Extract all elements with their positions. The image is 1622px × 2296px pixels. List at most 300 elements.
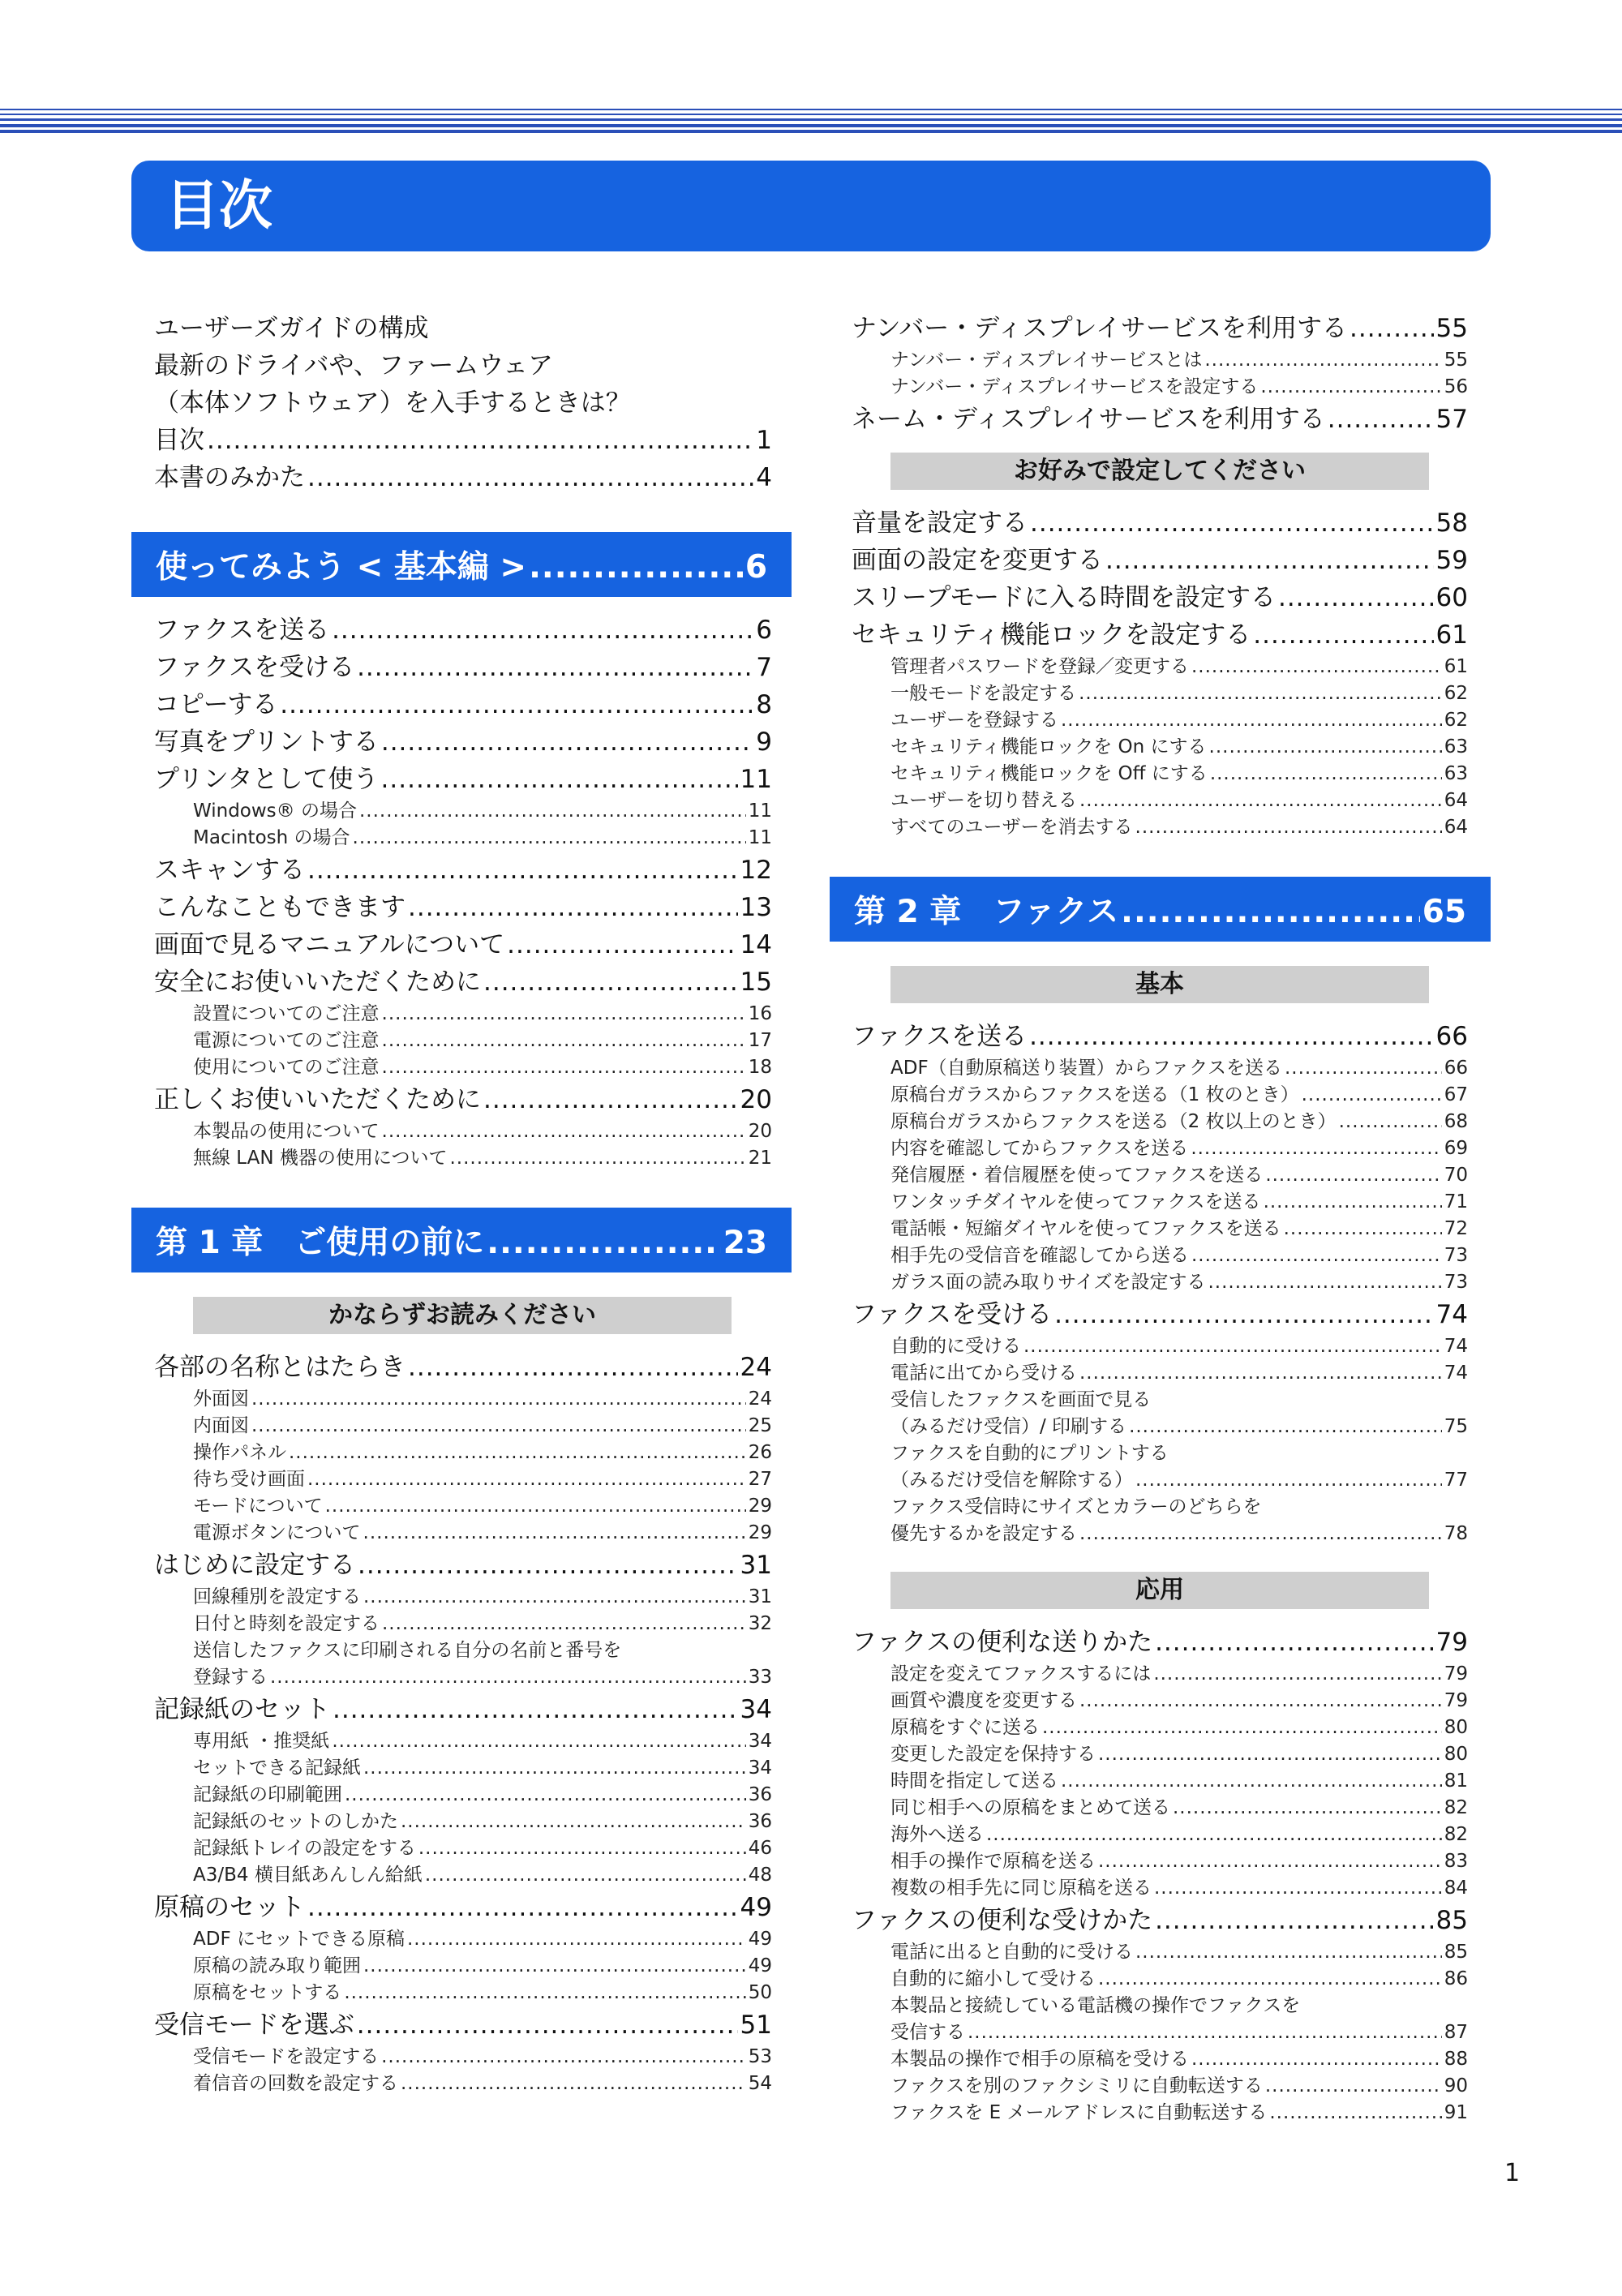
dot-leader [1209, 734, 1442, 761]
toc-subentry[interactable] [890, 1822, 1468, 1848]
toc-entry-title: 原稿の読み取り範囲 [193, 1955, 361, 1976]
toc-subentry[interactable] [890, 2046, 1468, 2073]
toc-subentry[interactable] [890, 1414, 1468, 1440]
toc-page-number: 50 [748, 1982, 772, 2003]
toc-entry-title: 使用についてのご注意 [193, 1057, 380, 1078]
toc-page-number: 63 [1444, 763, 1468, 784]
toc-entry-title: 記録紙トレイの設定をする [193, 1838, 416, 1859]
dot-leader [333, 1691, 738, 1728]
spacer [852, 942, 1468, 966]
toc-page-number: 29 [748, 1522, 772, 1543]
toc-page-number: 49 [740, 1893, 772, 1922]
toc-entry[interactable]: ユーザーズガイドの構成 [154, 314, 429, 343]
toc-subentry[interactable] [890, 1714, 1468, 1741]
toc-subentry[interactable] [193, 1862, 772, 1889]
toc-entry-title: 外面図 [193, 1388, 249, 1410]
toc-entry-title: 変更した設定を保持する [890, 1744, 1096, 1765]
toc-subentry[interactable] [193, 798, 772, 825]
toc-entry-title: 一般モードを設定する [890, 683, 1077, 704]
toc-entry-title: 原稿のセット [154, 1893, 305, 1922]
dot-leader [332, 1728, 745, 1755]
toc-entry[interactable] [154, 889, 772, 926]
toc-entry-title: スキャンする [154, 856, 305, 885]
dot-leader [1265, 2073, 1442, 2100]
toc-page-number: 70 [1444, 1165, 1468, 1186]
toc-entry[interactable] [154, 1349, 772, 1386]
toc-entry[interactable] [154, 761, 772, 798]
dot-leader [401, 2071, 746, 2097]
toc-entry-title: （みるだけ受信）/ 印刷する [890, 1416, 1127, 1437]
dot-leader [1191, 654, 1442, 680]
toc-subentry[interactable] [193, 1145, 772, 1172]
toc-entry-title: 電話帳・短縮ダイヤルを使ってファクスを送る [890, 1218, 1281, 1239]
toc-entry[interactable] [852, 504, 1468, 542]
toc-subentry[interactable] [193, 1782, 772, 1809]
dot-leader [408, 889, 738, 926]
dot-leader [1302, 1082, 1442, 1109]
toc-subentry[interactable] [193, 1980, 772, 2006]
toc-entry-title: セキュリティ機能ロックを Off にする [890, 763, 1208, 784]
toc-entry-title: 記録紙の印刷範囲 [193, 1784, 342, 1805]
toc-page-number: 85 [1435, 1906, 1468, 1935]
toc-entry-title: ナンバー・ディスプレイサービスを設定する [890, 376, 1259, 397]
dot-leader [381, 2044, 746, 2071]
toc-subentry[interactable] [193, 1386, 772, 1413]
chapter-band[interactable] [131, 1208, 792, 1272]
toc-entry-title: 待ち受け画面 [193, 1469, 305, 1490]
dot-leader [381, 761, 738, 798]
dot-leader [1079, 788, 1442, 814]
toc-entry-title: 相手の操作で原稿を送る [890, 1851, 1096, 1872]
toc-entry-title: 本製品の使用について [193, 1121, 380, 1142]
toc-entry[interactable] [154, 963, 772, 1001]
toc-subentry[interactable] [890, 1082, 1468, 1109]
toc-subentry[interactable] [890, 1875, 1468, 1902]
toc-page-number: 59 [1435, 546, 1468, 575]
toc-page-number: 20 [748, 1121, 772, 1142]
toc-subentry[interactable] [193, 1413, 772, 1440]
toc-subentry[interactable] [193, 1118, 772, 1145]
dot-leader [363, 1520, 746, 1547]
toc-entry-title: 電話に出ると自動的に受ける [890, 1942, 1133, 1963]
toc-subentry[interactable] [890, 1162, 1468, 1189]
toc-entry-title: 写真をプリントする [154, 727, 379, 757]
dot-leader [1264, 1189, 1442, 1216]
dot-leader [449, 1145, 745, 1172]
dot-leader [344, 1980, 745, 2006]
toc-entry-title: プリンタとして使う [154, 765, 379, 794]
toc-entry[interactable] [852, 1624, 1468, 1661]
dot-leader [529, 549, 743, 586]
toc-entry[interactable] [852, 1902, 1468, 1939]
dot-leader [1284, 1216, 1442, 1242]
toc-subentry[interactable] [890, 1521, 1468, 1547]
toc-subentry[interactable] [193, 1835, 772, 1862]
section-subheading: かならずお読みください [193, 1297, 732, 1334]
spacer [154, 1272, 772, 1297]
toc-subentry[interactable]: 送信したファクスに印刷される自分の名前と番号を [193, 1640, 622, 1661]
section-subheading: 基本 [890, 966, 1429, 1003]
toc-page-number: 82 [1444, 1824, 1468, 1845]
chapter-band[interactable] [131, 532, 792, 597]
dot-leader [1155, 1902, 1433, 1939]
toc-subentry[interactable] [193, 1728, 772, 1755]
toc-subentry[interactable] [193, 1493, 772, 1520]
toc-subentry[interactable] [890, 1688, 1468, 1714]
toc-page-number: 79 [1444, 1663, 1468, 1684]
dot-leader [207, 422, 753, 459]
toc-subentry[interactable]: ファクスを自動的にプリントする [890, 1443, 1169, 1464]
toc-subentry[interactable] [890, 1939, 1468, 1966]
toc-entry[interactable] [852, 1018, 1468, 1055]
toc-entry[interactable] [852, 401, 1468, 438]
toc-entry-title: ナンバー・ディスプレイサービスとは [890, 350, 1203, 371]
toc-entry-title: Windows® の場合 [193, 800, 357, 822]
dot-leader [307, 459, 753, 496]
toc-subentry[interactable] [890, 680, 1468, 707]
toc-subentry[interactable] [890, 1661, 1468, 1688]
toc-subentry[interactable] [193, 1466, 772, 1493]
toc-entry-title: 優先するかを設定する [890, 1523, 1077, 1544]
toc-entry-title: ADF にセットできる原稿 [193, 1929, 405, 1950]
toc-page-number: 86 [1444, 1968, 1468, 1989]
toc-page-number: 78 [1444, 1523, 1468, 1544]
toc-entry[interactable] [852, 1296, 1468, 1333]
toc-page-number: 8 [756, 690, 772, 719]
section-subheading: お好みで設定してください [890, 453, 1429, 490]
toc-entry[interactable] [154, 1547, 772, 1584]
dot-leader [1061, 707, 1442, 734]
dot-leader [325, 1493, 746, 1520]
toc-subentry[interactable] [890, 814, 1468, 841]
toc-subentry[interactable] [193, 1926, 772, 1953]
toc-page-number: 26 [748, 1442, 772, 1463]
toc-page-number: 79 [1435, 1628, 1468, 1657]
toc-subentry[interactable] [890, 1467, 1468, 1494]
toc-page-number: 57 [1435, 405, 1468, 434]
toc-page-number: 77 [1444, 1470, 1468, 1491]
toc-entry-title: 回線種別を設定する [193, 1586, 361, 1607]
dot-leader [1129, 1414, 1442, 1440]
dot-leader [1061, 1768, 1442, 1795]
dot-leader [382, 1611, 746, 1637]
toc-page-number: 24 [740, 1353, 772, 1382]
toc-entry-title: 海外へ送る [890, 1824, 984, 1845]
toc-subentry[interactable] [890, 1966, 1468, 1993]
dot-leader [1350, 310, 1434, 347]
dot-leader [358, 1547, 738, 1584]
toc-subentry[interactable] [890, 1360, 1468, 1387]
toc-page-number: 32 [748, 1613, 772, 1634]
toc-entry[interactable] [154, 686, 772, 723]
toc-entry-title: 受信モードを設定する [193, 2046, 380, 2067]
toc-entry-title: ネーム・ディスプレイサービスを利用する [852, 405, 1325, 434]
toc-subentry[interactable] [193, 1755, 772, 1782]
toc-entry[interactable] [154, 926, 772, 963]
toc-entry[interactable] [154, 612, 772, 649]
dot-leader [357, 2006, 738, 2044]
toc-entry-title: 設置についてのご注意 [193, 1003, 380, 1024]
toc-entry[interactable] [154, 852, 772, 889]
toc-page-number: 54 [748, 2073, 772, 2094]
toc-subentry[interactable] [193, 1520, 772, 1547]
toc-entry-title: 安全にお使いいただくために [154, 968, 481, 997]
toc-page-number: 53 [748, 2046, 772, 2067]
toc-subentry[interactable] [890, 788, 1468, 814]
toc-entry-title: 正しくお使いいただくために [154, 1085, 481, 1114]
toc-subentry[interactable] [890, 2073, 1468, 2100]
toc-page-number: 34 [748, 1731, 772, 1752]
toc-entry-title: 時間を指定して送る [890, 1770, 1058, 1792]
spacer [154, 597, 772, 612]
toc-entry-title: 電源ボタンについて [193, 1522, 361, 1543]
toc-entry-title: 原稿をセットする [193, 1982, 342, 2003]
toc-subentry[interactable]: ファクス受信時にサイズとカラーのどちらを [890, 1496, 1262, 1517]
toc-page-number: 34 [748, 1757, 772, 1779]
toc-entry[interactable] [852, 616, 1468, 654]
toc-entry-title: ガラス面の読み取りサイズを設定する [890, 1272, 1206, 1293]
toc-entry-title: 設定を変えてファクスするには [890, 1663, 1152, 1684]
dot-leader [1029, 1018, 1433, 1055]
toc-subentry[interactable] [890, 347, 1468, 374]
toc-entry-title: 原稿台ガラスからファクスを送る（1 枚のとき） [890, 1084, 1299, 1105]
toc-page-number: 83 [1444, 1851, 1468, 1872]
toc-subentry[interactable] [193, 825, 772, 852]
toc-subentry[interactable] [890, 374, 1468, 401]
dot-leader [1210, 761, 1442, 788]
toc-entry-title: ワンタッチダイヤルを使ってファクスを送る [890, 1191, 1261, 1212]
dot-leader [408, 1349, 738, 1386]
dot-leader [251, 1386, 746, 1413]
dot-leader [1079, 680, 1442, 707]
toc-page-number: 62 [1444, 683, 1468, 704]
toc-entry[interactable]: （本体ソフトウェア）を入手するときは？ [154, 388, 631, 418]
dot-leader [1339, 1109, 1442, 1135]
toc-subentry[interactable] [890, 654, 1468, 680]
toc-entry-title: ファクスを受ける [154, 653, 355, 682]
toc-page-number: 80 [1444, 1744, 1468, 1765]
header-stripes [0, 109, 1622, 133]
toc-entry-title: 専用紙 ・推奨紙 [193, 1731, 330, 1752]
toc-entry-title: 登録する [193, 1667, 268, 1688]
toc-subentry[interactable] [890, 1109, 1468, 1135]
toc-page-number: 67 [1444, 1084, 1468, 1105]
toc-entry-title: 音量を設定する [852, 509, 1028, 538]
dot-leader [307, 1466, 746, 1493]
dot-leader [280, 686, 753, 723]
dot-leader [1191, 1135, 1441, 1162]
toc-page-number: 71 [1444, 1191, 1468, 1212]
toc-page-number: 87 [1444, 2022, 1468, 2043]
toc-subentry[interactable] [890, 1741, 1468, 1768]
toc-entry[interactable] [154, 723, 772, 761]
toc-subentry[interactable] [193, 1611, 772, 1637]
toc-entry[interactable] [154, 1691, 772, 1728]
chapter-title: 第 2 章 ファクス [854, 894, 1119, 930]
toc-subentry[interactable] [193, 1028, 772, 1054]
toc-entry-title: ユーザーを切り替える [890, 790, 1077, 811]
spacer [852, 490, 1468, 504]
toc-subentry[interactable] [890, 1848, 1468, 1875]
toc-page-number: 56 [1444, 376, 1468, 397]
toc-subentry[interactable] [193, 1953, 772, 1980]
toc-page-number: 14 [740, 930, 772, 959]
toc-page-number: 11 [740, 765, 772, 794]
toc-subentry[interactable] [890, 1768, 1468, 1795]
toc-page-number: 91 [1444, 2102, 1468, 2123]
toc-entry[interactable] [154, 422, 772, 459]
toc-subentry[interactable] [890, 1333, 1468, 1360]
toc-subentry[interactable]: 本製品と接続している電話機の操作でファクスを [890, 1995, 1301, 2016]
toc-page-number: 46 [748, 1838, 772, 1859]
toc-entry-title: ファクスを受ける [852, 1300, 1053, 1329]
toc-page-number: 12 [740, 856, 772, 885]
toc-subentry[interactable] [193, 1054, 772, 1081]
spacer [852, 1003, 1468, 1018]
chapter-band[interactable] [830, 877, 1491, 942]
toc-subentry[interactable] [890, 2100, 1468, 2126]
toc-entry[interactable] [154, 649, 772, 686]
toc-entry[interactable]: 最新のドライバや、ファームウェア [154, 351, 553, 380]
toc-page-number: 75 [1444, 1416, 1468, 1437]
dot-leader [1153, 1661, 1441, 1688]
dot-leader [1208, 1269, 1441, 1296]
toc-entry-title: 電源についてのご注意 [193, 1030, 380, 1051]
toc-subentry[interactable] [193, 1809, 772, 1835]
dot-leader [1154, 1875, 1442, 1902]
toc-page-number: 21 [748, 1148, 772, 1169]
dot-leader [418, 1835, 746, 1862]
toc-entry-title: Macintosh の場合 [193, 827, 350, 848]
spacer [852, 438, 1468, 453]
toc-page-number: 29 [748, 1496, 772, 1517]
toc-page-number: 55 [1435, 314, 1468, 343]
chapter-row [156, 542, 767, 587]
toc-entry-title: 記録紙のセット [154, 1695, 330, 1724]
toc-page-number: 51 [740, 2011, 772, 2040]
toc-entry-title: 目次 [154, 426, 204, 455]
dot-leader [363, 1953, 746, 1980]
toc-entry-title: 着信音の回数を設定する [193, 2073, 398, 2094]
dot-leader [407, 1926, 746, 1953]
toc-page-number: 13 [740, 893, 772, 922]
spacer [154, 1334, 772, 1349]
toc-page-number: 68 [1444, 1111, 1468, 1132]
toc-page-number: 15 [740, 968, 772, 997]
spacer [154, 496, 772, 532]
toc-entry[interactable] [154, 459, 772, 496]
dot-leader [1173, 1795, 1442, 1822]
toc-entry[interactable] [852, 579, 1468, 616]
dot-leader [1191, 2046, 1442, 2073]
dot-leader [289, 1440, 746, 1466]
toc-page-number: 90 [1444, 2075, 1468, 2096]
dot-leader [1269, 2100, 1441, 2126]
toc-subentry[interactable] [890, 1795, 1468, 1822]
toc-page-number: 24 [748, 1388, 772, 1410]
toc-page-number: 18 [748, 1057, 772, 1078]
chapter-title: 使ってみよう < 基本編 > [156, 549, 527, 586]
toc-entry[interactable] [154, 2006, 772, 2044]
toc-subentry[interactable] [193, 1001, 772, 1028]
toc-page-number: 72 [1444, 1218, 1468, 1239]
toc-subentry[interactable] [890, 1269, 1468, 1296]
toc-subentry[interactable] [890, 707, 1468, 734]
toc-subentry[interactable] [890, 1189, 1468, 1216]
toc-subentry[interactable] [193, 1664, 772, 1691]
toc-page-number: 7 [756, 653, 772, 682]
dot-leader [1054, 1296, 1433, 1333]
toc-entry-title: A3/B4 横目紙あんしん給紙 [193, 1865, 423, 1886]
toc-entry[interactable] [154, 1081, 772, 1118]
page-title-banner [131, 161, 1491, 251]
toc-page-number: 55 [1444, 350, 1468, 371]
dot-leader [1079, 1521, 1442, 1547]
toc-page-number: 79 [1444, 1690, 1468, 1711]
toc-entry[interactable] [154, 1889, 772, 1926]
dot-leader [307, 1889, 738, 1926]
dot-leader [363, 1755, 746, 1782]
toc-subentry[interactable] [890, 1216, 1468, 1242]
toc-page-number: 36 [748, 1784, 772, 1805]
toc-entry-title: 無線 LAN 機器の使用について [193, 1148, 448, 1169]
toc-subentry[interactable] [890, 2019, 1468, 2046]
toc-entry-title: ナンバー・ディスプレイサービスを利用する [852, 314, 1348, 343]
dot-leader [1079, 1360, 1442, 1387]
dot-leader [251, 1413, 746, 1440]
dot-leader [1135, 1467, 1442, 1494]
toc-entry-title: （みるだけ受信を解除する） [890, 1470, 1133, 1491]
toc-left-column [154, 310, 772, 2097]
toc-subentry[interactable] [193, 1440, 772, 1466]
toc-entry-title: 同じ相手への原稿をまとめて送る [890, 1797, 1170, 1818]
toc-page-number: 69 [1444, 1138, 1468, 1159]
toc-subentry[interactable] [890, 1135, 1468, 1162]
dot-leader [382, 1118, 746, 1145]
dot-leader [986, 1822, 1442, 1848]
toc-subentry[interactable] [890, 1242, 1468, 1269]
spacer [852, 841, 1468, 877]
toc-entry[interactable] [852, 310, 1468, 347]
toc-subentry[interactable]: 受信したファクスを画面で見る [890, 1389, 1152, 1410]
chapter-page-number: 23 [723, 1225, 767, 1261]
toc-subentry[interactable] [193, 2071, 772, 2097]
toc-entry[interactable] [852, 542, 1468, 579]
toc-entry-title: ファクスを E メールアドレスに自動転送する [890, 2102, 1268, 2123]
toc-entry-title: 本書のみかた [154, 463, 305, 492]
dot-leader [381, 723, 753, 761]
dot-leader [382, 1028, 746, 1054]
toc-entry-title: ファクスを別のファクシミリに自動転送する [890, 2075, 1263, 2096]
toc-page-number: 17 [748, 1030, 772, 1051]
toc-page-number: 62 [1444, 710, 1468, 731]
toc-subentry[interactable] [890, 1055, 1468, 1082]
toc-page-number: 4 [756, 463, 772, 492]
toc-entry-title: 内容を確認してからファクスを送る [890, 1138, 1189, 1159]
toc-page-number: 11 [748, 800, 772, 822]
toc-page-number: 6 [756, 616, 772, 645]
chapter-row [854, 886, 1466, 932]
dot-leader [307, 852, 738, 889]
toc-entry-title: 操作パネル [193, 1442, 286, 1463]
toc-subentry[interactable] [193, 1584, 772, 1611]
toc-subentry[interactable] [890, 761, 1468, 788]
toc-page-number: 63 [1444, 736, 1468, 757]
toc-subentry[interactable] [193, 2044, 772, 2071]
toc-page-number: 1 [756, 426, 772, 455]
toc-subentry[interactable] [890, 734, 1468, 761]
toc-page-number: 85 [1444, 1942, 1468, 1963]
